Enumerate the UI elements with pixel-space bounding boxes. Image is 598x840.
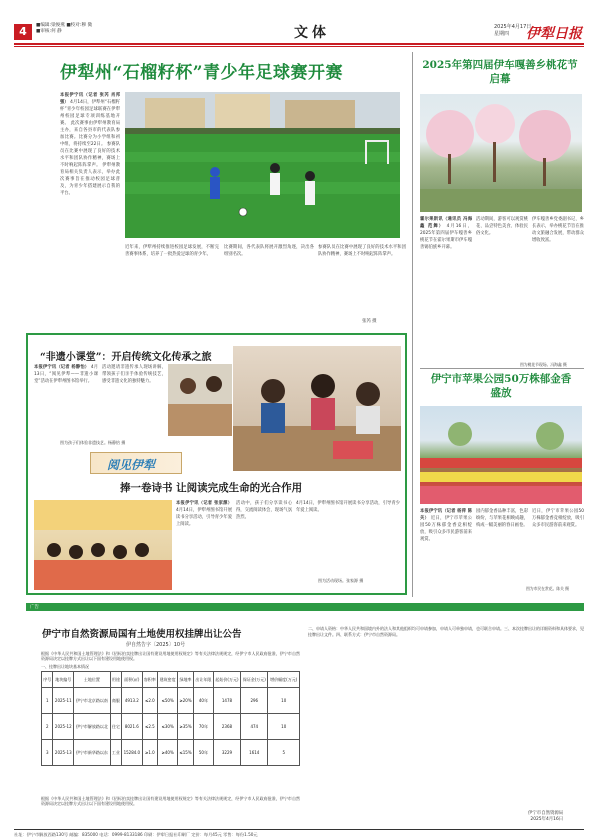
table-cell: 2025-13 xyxy=(53,740,74,766)
peach-article-col3 xyxy=(532,216,584,362)
issuer-signature xyxy=(528,810,563,822)
main-article-col4 xyxy=(318,244,406,320)
weekday-text: 星期四 xyxy=(494,31,510,37)
footer-divider xyxy=(14,829,584,830)
article-paragraph: 4月16日，2025年第四届伊车嘎善乡桃花节在霍尔果斯市伊车嘎善锡伯族乡开幕。 xyxy=(420,224,472,250)
article-byline: 本报伊宁讯（记者 张家源） xyxy=(176,501,232,506)
header-divider xyxy=(14,43,584,45)
article-byline: 霍尔果斯讯（通讯员 冯海鑫 范舞） xyxy=(420,217,472,229)
column-header: 保证金(万元) xyxy=(241,672,268,688)
page-footer: 社址：伊宁市解放西路130号 邮编：835000 电话：0999-8133186 印刷：伊犁日报社印刷厂 定价：每月45元 零售：每份1.50元 xyxy=(14,832,258,837)
article-paragraph: 近日，伊宁市苹果公园50万株郁金香竞相绽放，吸引众多市民游客前来观赏。 xyxy=(532,509,584,528)
header-divider-thin xyxy=(14,46,584,47)
main-photo-credit: 张芮 摄 xyxy=(362,319,377,324)
heritage-class-headline: “非遗小课堂”：开启传统文化传承之旅 xyxy=(40,352,212,363)
table-cell: ≤15% xyxy=(178,740,194,766)
column-header: 序号 xyxy=(42,672,53,688)
tulip-garden-photo xyxy=(420,406,582,504)
table-caption: 一、挂牌出让地块基本情况 xyxy=(41,664,89,669)
article-paragraph: 参赛队员在比赛中展现了良好的技术水平和团队协作精神，赛场上不时响起阵阵掌声。 xyxy=(318,245,406,257)
editor-line: ■校对:穆 微 xyxy=(66,23,93,28)
reading-article-col2 xyxy=(236,500,292,590)
classroom-illustration xyxy=(233,346,401,471)
heritage-photo-caption: 图为孩子们体验非遗技艺。杨静怡 摄 xyxy=(60,440,126,445)
table-cell: 伊宁市新华路以东 xyxy=(74,740,111,766)
heritage-article-col1 xyxy=(34,364,98,436)
peach-festival-headline: 2025年第四届伊车嘎善乡桃花节启幕 xyxy=(422,59,578,85)
table-cell: 8021.6 xyxy=(122,714,142,740)
land-auction-doc-number: 伊自然告字〔2025〕10号 xyxy=(126,642,186,648)
column-divider xyxy=(412,52,413,597)
table-cell: ≤30% xyxy=(158,714,178,740)
article-byline: 本报伊宁讯（记者 张芮 肖邦强） xyxy=(60,93,120,105)
column-header: 容积率 xyxy=(142,672,158,688)
advertisement-label: 广告 xyxy=(30,605,39,610)
table-cell: 50年 xyxy=(193,740,213,766)
table-cell: ≥35% xyxy=(178,714,194,740)
land-auction-notes: 根据《中华人民共和国土地管理法》和《招标拍卖挂牌出让国有建设用地使用权规定》等有关法律法规规定，经伊宁市人民政府批准，伊宁市自然资源局决定以挂牌方式出让以下国有建设用地使用权。 xyxy=(41,796,300,806)
table-cell: ≥1.0 xyxy=(142,740,158,766)
table-row xyxy=(42,688,300,714)
football-match-photo xyxy=(125,92,400,238)
table-cell: 40年 xyxy=(193,688,213,714)
tulip-headline: 伊宁市苹果公园50万株郁金香盛放 xyxy=(430,373,572,399)
reading-article-col1 xyxy=(176,500,232,590)
section-title: 文体 xyxy=(294,25,330,41)
heritage-craft-photo-small xyxy=(168,364,232,436)
table-cell: 2025-12 xyxy=(53,714,74,740)
editor-line: ■审核:何 静 xyxy=(36,29,62,34)
reading-event-photo xyxy=(34,500,172,590)
page-number: 4 xyxy=(14,24,32,40)
land-auction-intro: 根据《中华人民共和国土地管理法》和《招标拍卖挂牌出让国有建设用地使用权规定》等有关法律法规规定，经伊宁市人民政府批准，伊宁市自然资源局决定以挂牌方式出让以下国有建设用地使用权。 xyxy=(41,651,300,661)
table-cell: 3 xyxy=(42,740,53,766)
logo-text: 阅见伊犁 xyxy=(107,458,156,472)
table-cell: 70年 xyxy=(193,714,213,740)
table-cell: 伊宁市解放路以北 xyxy=(74,714,111,740)
table-cell: ≥20% xyxy=(178,688,194,714)
craft-table-illustration xyxy=(168,364,232,436)
table-cell: 2368 xyxy=(213,714,240,740)
reading-article-col3 xyxy=(296,500,400,576)
peach-blossom-illustration xyxy=(420,94,582,212)
land-parcel-table xyxy=(41,671,300,766)
table-cell: 296 xyxy=(241,688,268,714)
main-headline: 伊犁州“石榴籽杯”青少年足球赛开赛 xyxy=(60,63,344,83)
date-text: 2025年4月17日 xyxy=(494,24,532,30)
article-paragraph: 近日，伊宁市苹果公园50万株郁金香竞相绽放，吸引众多市民游客前来观赏。 xyxy=(420,516,472,542)
article-paragraph: 伊车嘎善乡党委副书记、乡长表示，举办桃花节旨在推动文旅融合发展，带动群众增收致富。 xyxy=(532,217,584,243)
table-cell: 10 xyxy=(268,688,300,714)
table-cell: 1478 xyxy=(213,688,240,714)
table-cell: 伊宁市北京路以南 xyxy=(74,688,111,714)
article-paragraph: 4月14日，伊犁州“石榴籽杯”青少年校园足球联赛在伊犁州校园足球专项训练基地开赛。 xyxy=(60,100,120,126)
article-paragraph: 园内郁金香品种丰富，色彩缤纷，与苹果花相映成趣，构成一幅美丽的春日画卷。 xyxy=(476,509,528,528)
article-paragraph: 近年来，伊犁州持续推进校园足球发展，不断完善赛事体系，培养了一批热爱足球的青少年。 xyxy=(125,245,219,257)
reading-photo-caption: 图为活动现场。张家源 摄 xyxy=(318,578,364,583)
tulip-article-col3 xyxy=(532,508,584,584)
tulip-field-illustration xyxy=(420,406,582,504)
table-cell: ≥40% xyxy=(158,740,178,766)
peach-article-col1 xyxy=(420,216,472,368)
table-cell: 5 xyxy=(268,740,300,766)
article-paragraph: 比赛期间，各代表队将展开激烈角逐，决出各组别名次。 xyxy=(224,245,314,257)
table-row xyxy=(42,714,300,740)
children-class-photo xyxy=(233,346,401,471)
article-paragraph: 活动中，孩子们分享读书心得，交流阅读体会，现场气氛热烈。 xyxy=(236,501,292,520)
football-scene-illustration xyxy=(125,92,400,238)
table-header-row xyxy=(42,672,300,688)
article-paragraph: 4月14日，伊犁州图书馆开展读书分享活动，引导青少年爱上阅读。 xyxy=(176,508,232,527)
peach-photo-credit: 图为桃花节现场。冯海鑫 摄 xyxy=(520,362,567,367)
column-header: 增价幅度(万元) xyxy=(268,672,300,688)
column-header: 建筑密度 xyxy=(158,672,178,688)
tulip-article-col2 xyxy=(476,508,528,594)
article-paragraph: 活动期间，游客可以观赏桃花、品尝特色美食、体验民俗文化。 xyxy=(476,217,528,236)
article-paragraph: 此次赛事由伊犁州教育局主办，来自各县市的代表队参加比赛。比赛分为小学组和初中组，将持续至22日。 xyxy=(60,121,120,147)
editor-credits xyxy=(36,23,146,35)
main-article-col1 xyxy=(60,92,120,332)
table-cell: 10 xyxy=(268,714,300,740)
article-paragraph: 4月14日，伊犁州图书馆开展读书分享活动，引导青少年爱上阅读。 xyxy=(296,501,400,513)
issuer-date: 2025年4月16日 xyxy=(530,817,564,822)
table-cell: 15284.0 xyxy=(122,740,142,766)
article-byline: 本报伊宁讯（记者 杨静怡） xyxy=(34,365,90,370)
yuejian-yili-logo xyxy=(90,452,182,474)
newspaper-logo: 伊犁日报 xyxy=(526,26,582,42)
land-auction-headline: 伊宁市自然资源局国有土地使用权挂牌出让公告 xyxy=(42,629,242,640)
table-cell: 474 xyxy=(241,714,268,740)
table-cell: 1614 xyxy=(241,740,268,766)
table-cell: 4913.2 xyxy=(122,688,142,714)
article-paragraph: 伊犁州教育局相关负责人表示，举办此次赛事旨在推动校园足球普及，为青少年搭建展示自我的平台。 xyxy=(60,163,120,196)
column-header: 面积(㎡) xyxy=(122,672,142,688)
section-divider xyxy=(420,368,584,369)
tulip-photo-credit: 图为市民在赏花。陈关 摄 xyxy=(526,586,569,591)
tulip-article-col1 xyxy=(420,508,472,594)
table-cell: ≤2.5 xyxy=(142,714,158,740)
table-cell: ≤50% xyxy=(158,688,178,714)
issuer-name: 伊宁市自然资源局 xyxy=(528,811,564,816)
table-row xyxy=(42,740,300,766)
peach-article-col2 xyxy=(476,216,528,368)
table-cell: 2025-11 xyxy=(53,688,74,714)
main-article-col2 xyxy=(125,244,219,330)
column-header: 用途 xyxy=(110,672,121,688)
article-paragraph: 4月13日，“阅见伊犁——非遗小课堂”活动在伊犁州图书馆举行。 xyxy=(34,365,98,384)
table-cell: 商服 xyxy=(110,688,121,714)
article-paragraph: 参赛队员在比赛中展现了良好的技术水平和团队协作精神，赛场上不时响起阵阵掌声。 xyxy=(60,142,120,168)
table-cell: 1 xyxy=(42,688,53,714)
column-header: 土地位置 xyxy=(74,672,111,688)
article-paragraph: 活动邀请非遗传承人现场讲解，带领孩子们亲手体验传统技艺，感受非遗文化的独特魅力。 xyxy=(102,365,166,384)
column-header: 起始价(万元) xyxy=(213,672,240,688)
main-article-col3 xyxy=(224,244,314,330)
land-auction-terms: 二、申请人资格：中华人民共和国境内外的法人和其他组织均可申请参加，申请人可单独申请，也可联合申请。三、本次挂牌出让的详细资料和具体要求，见挂牌出让文件。四、联系方式：伊宁市自然资源局。 xyxy=(308,626,584,638)
article-byline: 本报伊宁讯（记者 杨萍 陈关） xyxy=(420,509,472,521)
editor-line: ■编辑:梁俊燕 xyxy=(36,23,65,28)
table-cell: 3229 xyxy=(213,740,240,766)
column-header: 地块编号 xyxy=(53,672,74,688)
table-cell: ≤2.0 xyxy=(142,688,158,714)
column-header: 绿地率 xyxy=(178,672,194,688)
column-header: 出让年限 xyxy=(193,672,213,688)
table-cell: 工业 xyxy=(110,740,121,766)
page-header xyxy=(14,22,584,44)
peach-blossom-photo xyxy=(420,94,582,212)
advertisement-strip xyxy=(26,603,584,611)
table-cell: 2 xyxy=(42,714,53,740)
reading-event-illustration xyxy=(34,500,172,590)
reading-headline: 捧一卷诗书 让阅读完成生命的光合作用 xyxy=(120,482,303,494)
table-cell: 住宅 xyxy=(110,714,121,740)
heritage-article-col2 xyxy=(102,364,166,410)
